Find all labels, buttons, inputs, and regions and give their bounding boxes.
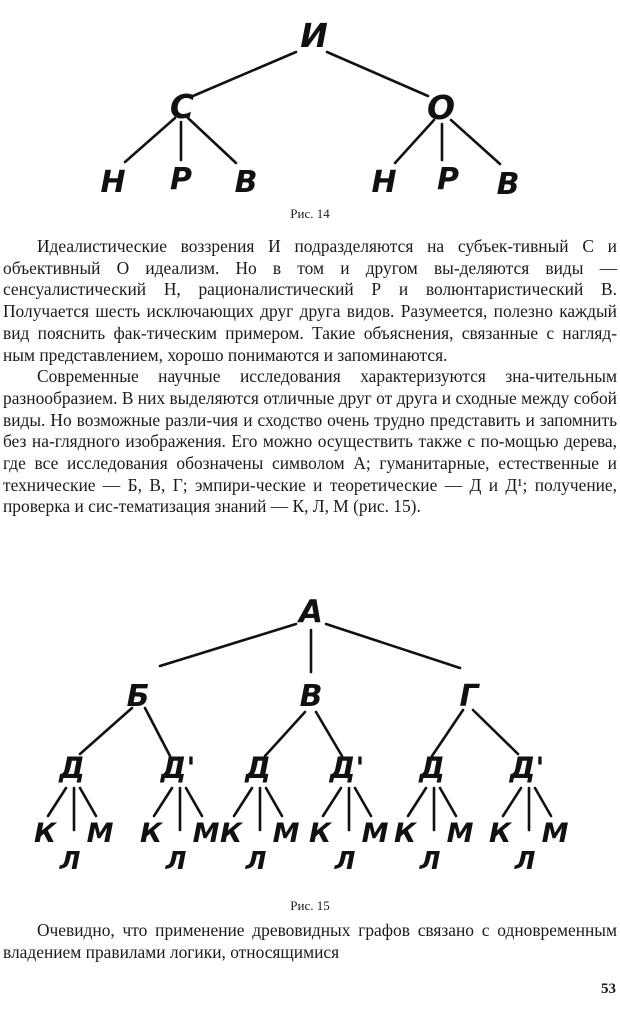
node-root: А [299,594,323,630]
body-text [3,236,617,518]
figure-15-caption: Рис. 15 [290,898,330,913]
figure-15-tree [0,580,620,890]
figure-14-caption: Рис. 14 [290,206,330,221]
node-level2-1: Д [59,751,85,785]
node-level2-6: Д' [509,751,545,785]
paragraph-1: Идеалистические воззрения И подразделяются на субъек-тивный С и объективный О идеализм. Но в том и другом вы-деляются виды — сенсуалистический Н, рационалистический Р и волюнтаристический В. Получается шесть исключающих друг друга видов. Разумеется, полезно каждый вид пояснить фак-тическим примером. Такие объяснения, связанные с нагляд-ным представлением, хорошо понимаются и запоминаются. [3,236,617,365]
node-level1-3: Г [459,679,479,714]
node-level2-5: Д [419,751,445,785]
leaf-left-3: В [234,165,258,200]
node-level1-2: В [299,679,323,714]
leaf-right-1: Н [371,165,397,200]
leaf-m-2: М [192,818,220,849]
leaf-m-4: М [361,818,389,849]
leaf-right-3: В [496,167,520,202]
node-level2-3: Д [245,751,271,785]
page-number: 53 [601,981,616,997]
leaf-m-1: М [86,818,114,849]
leaf-l-4: Л [334,846,356,875]
leaf-l-2: Л [165,846,187,875]
paragraph-3: Очевидно, что применение древовидных графов связано с одновременным владением правилами логики, относящимися [3,920,617,962]
leaf-right-2: Р [437,162,459,197]
leaf-left-1: Н [100,165,126,200]
leaf-l-5: Л [419,846,441,875]
figure-14-tree [0,0,620,205]
leaf-k-5: К [393,818,417,849]
leaf-k-6: К [488,818,512,849]
leaf-l-3: Л [245,846,267,875]
leaf-m-6: М [541,818,569,849]
node-root: И [300,16,328,55]
closing-text [3,920,617,963]
leaf-k-4: К [308,818,332,849]
node-level2-2: Д' [160,751,196,785]
node-level1-1: Б [126,679,150,714]
leaf-k-1: К [33,818,57,849]
paragraph-2: Современные научные исследования характеризуются зна-чительным разнообразием. В них выделяются отличные друг от друга и сходные между собой виды. Но возможные разли-чия и сходство очень трудно представить и запомнить без на-глядного изображения. Его можно осуществить также с по-мощью дерева, где все исследования обозначены символом А; гуманитарные, естественные и технические — Б, В, Г; эмпири-ческие и теоретические — Д и Д¹; получение, проверка и сис-тематизация знаний — К, Л, М (рис. 15). [3,366,617,517]
node-level2-4: Д' [329,751,365,785]
leaf-k-2: К [139,818,163,849]
leaf-left-2: Р [170,162,192,197]
leaf-m-5: М [446,818,474,849]
node-left: С [169,87,195,126]
node-right: О [426,88,456,127]
leaf-l-6: Л [514,846,536,875]
leaf-l-1: Л [59,846,81,875]
leaf-m-3: М [272,818,300,849]
leaf-k-3: К [219,818,243,849]
